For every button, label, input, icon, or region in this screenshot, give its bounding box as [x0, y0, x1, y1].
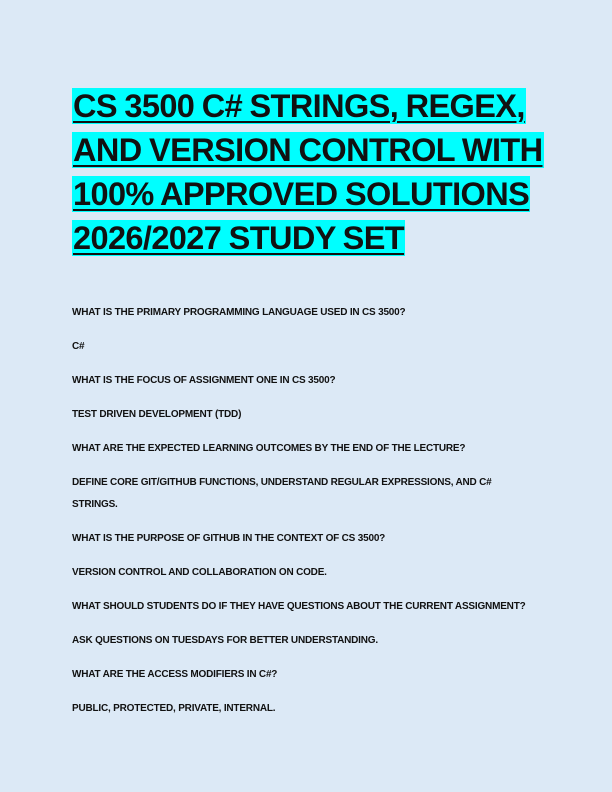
question-2: WHAT IS THE FOCUS OF ASSIGNMENT ONE IN CS 3500? — [72, 375, 336, 386]
title-line — [72, 172, 542, 216]
question-5: WHAT SHOULD STUDENTS DO IF THEY HAVE QUESTIONS ABOUT THE CURRENT ASSIGNMENT? — [72, 601, 526, 612]
answer-2: TEST DRIVEN DEVELOPMENT (TDD) — [72, 409, 242, 420]
question-3: WHAT ARE THE EXPECTED LEARNING OUTCOMES BY THE END OF THE LECTURE? — [72, 443, 466, 454]
title-line — [72, 128, 542, 172]
title-line-text: 2026/2027 STUDY SET — [73, 220, 405, 256]
title-line-text: AND VERSION CONTROL WITH — [73, 132, 543, 168]
question-6: WHAT ARE THE ACCESS MODIFIERS IN C#? — [72, 669, 278, 680]
title-line — [72, 216, 542, 260]
answer-1: C# — [72, 341, 85, 352]
title-line — [72, 84, 542, 128]
answer-6: PUBLIC, PROTECTED, PRIVATE, INTERNAL. — [72, 703, 276, 714]
document-title — [72, 84, 542, 260]
answer-3: DEFINE CORE GIT/GITHUB FUNCTIONS, UNDERSTAND REGULAR EXPRESSIONS, AND C# STRINGS. — [72, 477, 492, 510]
question-1: WHAT IS THE PRIMARY PROGRAMMING LANGUAGE USED IN CS 3500? — [72, 307, 406, 318]
title-line-text: 100% APPROVED SOLUTIONS — [73, 176, 530, 212]
answer-4: VERSION CONTROL AND COLLABORATION ON CODE. — [72, 567, 327, 578]
question-4: WHAT IS THE PURPOSE OF GITHUB IN THE CONTEXT OF CS 3500? — [72, 533, 386, 544]
title-line-text: CS 3500 C# STRINGS, REGEX, — [73, 88, 525, 124]
answer-5: ASK QUESTIONS ON TUESDAYS FOR BETTER UNDERSTANDING. — [72, 635, 378, 646]
